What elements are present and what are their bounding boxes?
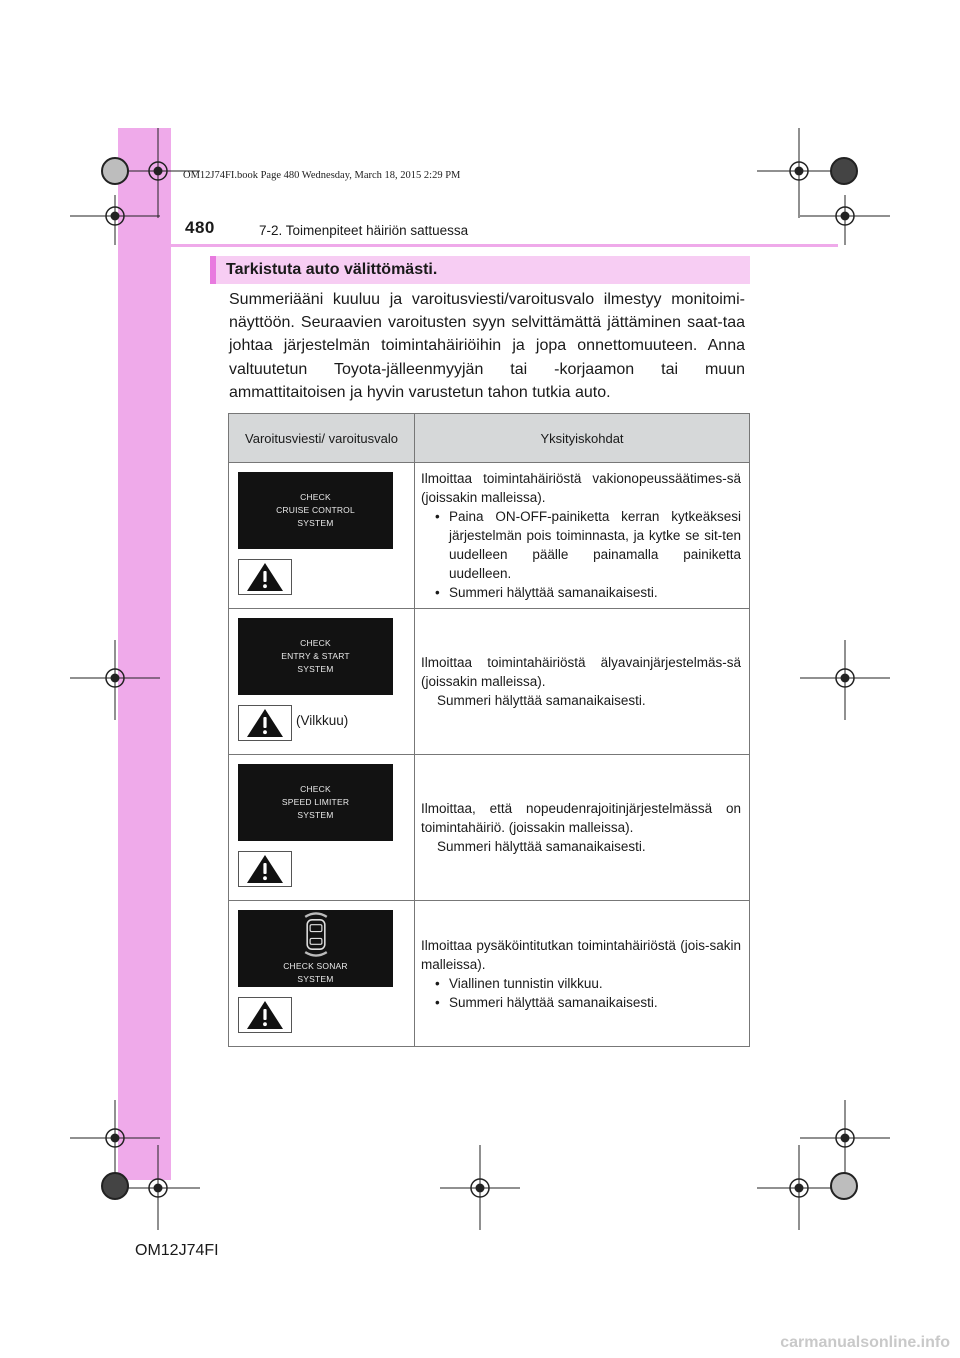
table-row <box>229 463 750 609</box>
details-cell <box>415 463 750 609</box>
crop-circle-icon <box>99 1170 131 1202</box>
heading-banner <box>210 256 750 284</box>
display-screen <box>238 910 393 987</box>
bullet-icon: • <box>435 975 440 991</box>
warning-image-cell <box>229 755 415 901</box>
warning-light <box>238 559 292 595</box>
screen-line: ENTRY & START <box>281 651 350 661</box>
warning-image-cell <box>229 901 415 1047</box>
screen-line: CRUISE CONTROL <box>276 505 355 515</box>
document-code: OM12J74FI <box>135 1242 219 1259</box>
bullet-icon: • <box>435 585 440 600</box>
intro-paragraph: Summeriääni kuuluu ja varoitusviesti/varoitusvalo ilmestyy monitoimi-näyttöön. Seuraavien varoitusten syyn selvittämättä jättäminen saat-taa johtaa järjestelmän toimintahäiriöihin ja jopa onnettomuuteen. Anna valtuutetun Toyota-jälleenmyyjän tai -korjaamon tai muun ammattitaitoisen ja hyvin varustetun tahon tutkia auto. <box>229 291 745 401</box>
bullet-icon: • <box>435 994 440 1010</box>
screen-line: CHECK <box>300 784 331 794</box>
header-rule <box>118 244 838 247</box>
warning-triangle-icon <box>246 854 284 884</box>
detail-text: Ilmoittaa toimintahäiriöstä älyavainjärjestelmäs-sä (joissakin malleissa). <box>421 655 741 689</box>
list-item <box>421 583 741 602</box>
bullet-text: Summeri hälyttää samanaikaisesti. <box>449 994 658 1010</box>
screen-line: CHECK <box>300 492 331 502</box>
detail-subtext: Summeri hälyttää samanaikaisesti. <box>437 693 646 708</box>
detail-text: Ilmoittaa, että nopeudenrajoitinjärjestelmässä on toimintahäiriö. (joissakin malleissa). <box>421 801 741 835</box>
banner-text: Tarkistuta auto välittömästi. <box>226 261 438 278</box>
table-row <box>229 609 750 755</box>
display-screen <box>238 618 393 695</box>
watermark: carmanualsonline.info <box>780 1334 950 1351</box>
parking-sonar-car-icon <box>301 910 331 959</box>
registration-mark-icon <box>120 128 200 218</box>
detail-text: Ilmoittaa toimintahäiriöstä vakionopeussäätimes-sä (joissakin malleissa). <box>421 471 741 505</box>
registration-mark-icon <box>70 640 160 720</box>
table-row <box>229 755 750 901</box>
screen-line: SPEED LIMITER <box>281 797 350 807</box>
warning-light <box>238 997 292 1033</box>
screen-line: CHECK <box>300 638 331 648</box>
details-cell <box>415 609 750 755</box>
list-item <box>421 974 741 993</box>
warning-light <box>238 851 292 887</box>
display-screen <box>238 764 393 841</box>
header-warning-message: Varoitusviesti/ varoitusvalo <box>229 414 415 463</box>
crop-circle-icon <box>828 1170 860 1202</box>
warning-triangle-icon <box>246 708 284 738</box>
warning-image-cell <box>229 463 415 609</box>
table-row <box>229 901 750 1047</box>
registration-mark-icon <box>757 128 837 218</box>
blink-note: (Vilkkuu) <box>296 713 349 728</box>
registration-mark-icon <box>440 1145 520 1230</box>
bullet-text: Paina ON-OFF-painiketta kerran kytkeäksesi järjestelmän pois toiminnasta, ja kytke se sit-ten uudelleen päälle painamalla painiketta uudelleen. <box>449 509 741 581</box>
registration-mark-icon <box>120 1145 200 1230</box>
screen-line: SYSTEM <box>297 810 334 820</box>
list-item <box>421 993 741 1012</box>
screen-line: SYSTEM <box>297 518 334 528</box>
book-info: OM12J74FI.book Page 480 Wednesday, March 18, 2015 2:29 PM <box>183 170 461 181</box>
bullet-text: Summeri hälyttää samanaikaisesti. <box>449 585 658 600</box>
bullet-icon: • <box>435 509 440 524</box>
list-item <box>421 507 741 583</box>
details-cell <box>415 755 750 901</box>
warning-image-cell <box>229 609 415 755</box>
warning-triangle-icon <box>246 562 284 592</box>
bullet-text: Viallinen tunnistin vilkkuu. <box>449 975 603 991</box>
warning-light <box>238 705 292 741</box>
registration-mark-icon <box>757 1145 837 1230</box>
screen-line: SYSTEM <box>297 664 334 674</box>
crop-circle-icon <box>99 155 131 187</box>
detail-text: Ilmoittaa pysäköintitutkan toimintahäiriöstä (jois-sakin malleissa). <box>421 937 741 972</box>
display-screen <box>238 472 393 549</box>
page-number: 480 <box>185 218 215 237</box>
details-cell <box>415 901 750 1047</box>
warning-table <box>228 413 750 1047</box>
registration-mark-icon <box>800 640 890 720</box>
header-details: Yksityiskohdat <box>415 414 750 463</box>
crop-circle-icon <box>828 155 860 187</box>
screen-line: SYSTEM <box>297 974 334 984</box>
warning-triangle-icon <box>246 1000 284 1030</box>
screen-line: CHECK SONAR <box>283 961 348 971</box>
table-header-row <box>229 414 750 463</box>
detail-subtext: Summeri hälyttää samanaikaisesti. <box>437 839 646 854</box>
section-title: 7-2. Toimenpiteet häiriön sattuessa <box>259 223 469 238</box>
